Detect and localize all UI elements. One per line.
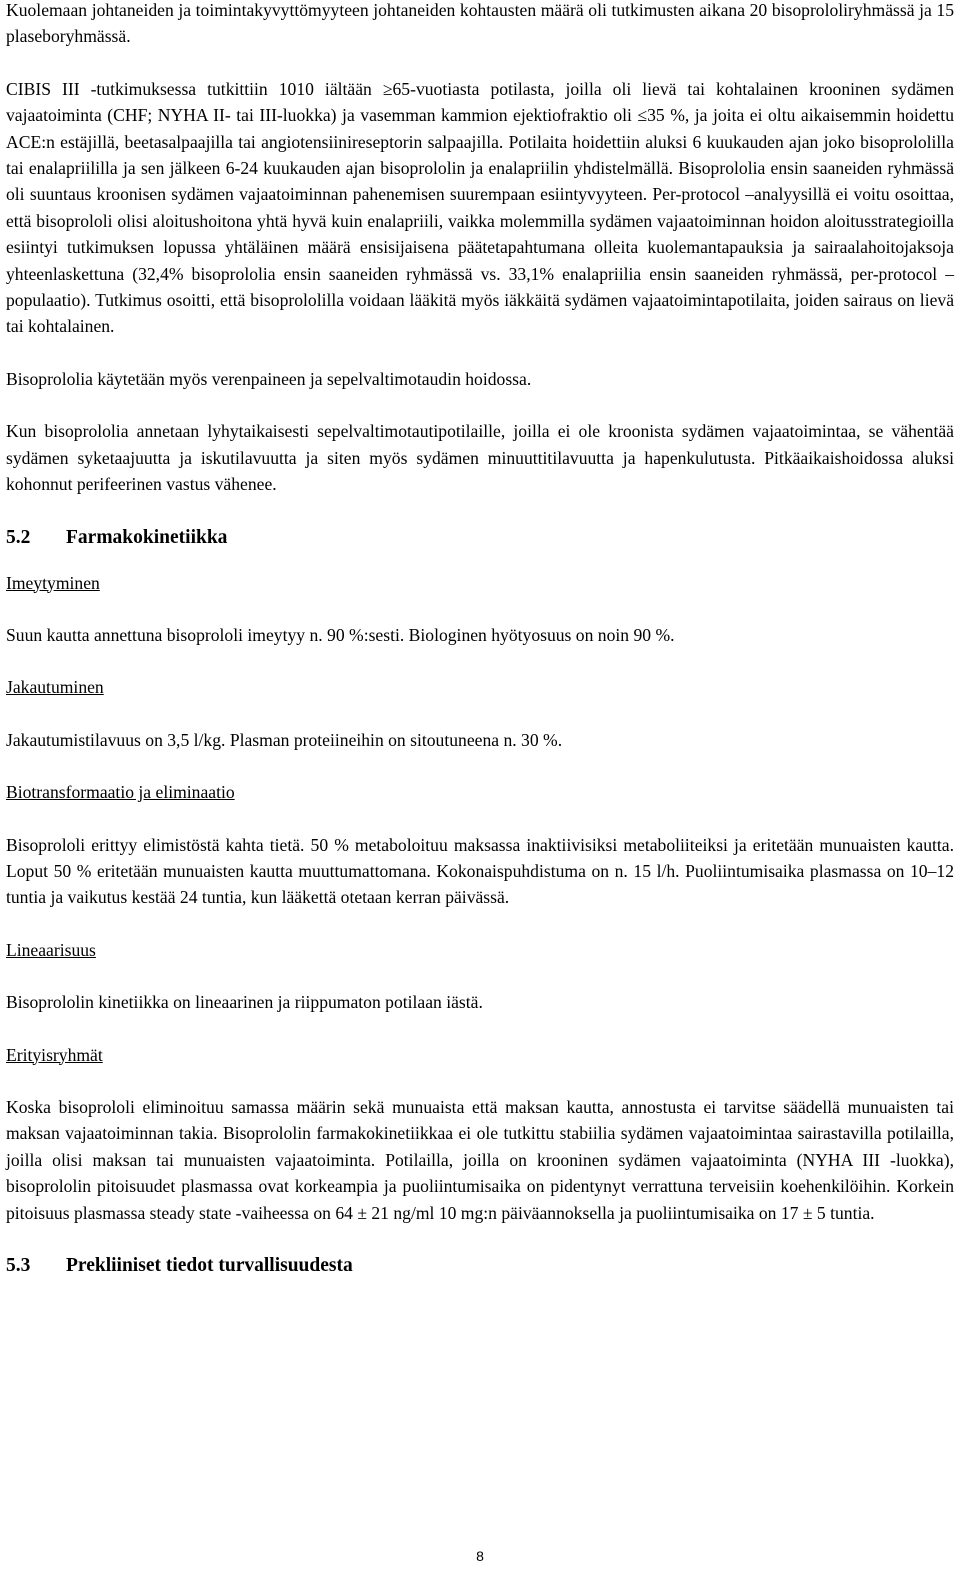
paragraph-events: Kuolemaan johtaneiden ja toimintakyvyttömyyteen johtaneiden kohtausten määrä oli tutkimusten aikana 20 bisoprololiryhmässä ja 15 plaseboryhmässä. bbox=[6, 0, 954, 47]
subheading-lineaarisuus: Lineaarisuus bbox=[6, 939, 96, 960]
section-title: Prekliiniset tiedot turvallisuudesta bbox=[66, 1255, 353, 1276]
paragraph-coronary: Kun bisoprololia annetaan lyhytaikaisesti sepelvaltimotautipotilaille, joilla ei ole kroonista sydämen vajaatoimintaa, se vähentää sydämen syketaajuutta ja iskutilavuutta ja siten myös sydämen minuuttitilavuutta ja hapenkulutusta. Pitkäaikaishoidossa aluksi kohonnut perifeerinen vastus vähenee. bbox=[6, 421, 954, 495]
paragraph-erityisryhmat: Koska bisoprololi eliminoituu samassa määrin sekä munuaista että maksan kautta, annostusta ei tarvitse säädellä munuaisten tai maksan vajaatoiminnan takia. Bisoprololin farmakokinetiikkaa ei ole tutkittu stabiilia sydämen vajaatoimintaa sairastavilla potilailla, joilla olisi maksan tai munuaisten vajaatoiminta. Potilailla, joilla on krooninen sydämen vajaatoiminta (NYHA III -luokka), bisoprololin pitoisuudet plasmassa ovat korkeampia ja puoliintumisaika on pidentynyt verrattuna terveisiin koehenkilöihin. Korkein pitoisuus plasmassa steady state -vaiheessa on 64 ± 21 ng/ml 10 mg:n päiväannoksella ja puoliintumisaika on 17 ± 5 tuntia. bbox=[6, 1096, 954, 1223]
section-heading-5-3 bbox=[6, 1252, 954, 1280]
section-number: 5.2 bbox=[6, 526, 31, 548]
paragraph-biotransformaatio: Bisoprololi erittyy elimistöstä kahta tietä. 50 % metaboloituu maksassa inaktiivisiksi metaboliiteiksi ja eritetään munuaisten kautta. Loput 50 % eritetään munuaisten kautta muuttumattomana. Kokonaispuhdistuma on n. 15 l/h. Puoliintumisaika plasmassa on 10–12 tuntia ja vaikutus kestää 24 tuntia, kun lääkettä otetaan kerran päivässä. bbox=[6, 834, 954, 908]
subheading-imeytyminen: Imeytyminen bbox=[6, 572, 100, 593]
subheading-erityisryhmat: Erityisryhmät bbox=[6, 1044, 103, 1065]
page-number: 8 bbox=[476, 1548, 484, 1564]
paragraph-lineaarisuus: Bisoprololin kinetiikka on lineaarinen ja riippumaton potilaan iästä. bbox=[6, 992, 483, 1013]
paragraph-hypertension: Bisoprololia käytetään myös verenpaineen ja sepelvaltimotaudin hoidossa. bbox=[6, 368, 532, 389]
subheading-biotransformaatio: Biotransformaatio ja eliminaatio bbox=[6, 782, 235, 803]
subheading-jakautuminen: Jakautuminen bbox=[6, 677, 104, 698]
section-title: Farmakokinetiikka bbox=[66, 526, 228, 548]
paragraph-jakautuminen: Jakautumistilavuus on 3,5 l/kg. Plasman proteiineihin on sitoutuneena n. 30 %. bbox=[6, 729, 563, 750]
paragraph-cibis-iii: CIBIS III -tutkimuksessa tutkittiin 1010 iältään ≥65-vuotiasta potilasta, joilla oli lievä tai kohtalainen krooninen sydämen vajaatoiminta (CHF; NYHA II- tai III-luokka) ja vasemman kammion ejektiofraktio oli ≤35 %, ja joita ei oltu aikaisemmin hoidettu ACE:n estäjillä, beetasalpaajilla tai angiotensiinireseptorin salpaajilla. Potilaita hoidettiin aluksi 6 kuukauden ajan joko bisoprololilla tai enalapriililla ja sen jälkeen 6-24 kuukauden ajan bisoprololin ja enalapriilin yhdistelmällä. Bisoprololia ensin saaneiden ryhmässä oli suuntaus kroonisen sydämen vajaatoiminnan pahenemisen suurempaan esiintyvyyteen. Per-protocol –analyysillä ei voitu osoittaa, että bisoprololi olisi aloitushoitona yhtä hyvä kuin enalapriili, vaikka molemmilla sydämen vajaatoiminnan hoidon aloitusstrategioilla esiintyi tutkimuksen lopussa yhtäläinen määrä ensisijaisena päätetapahtumana olleita kuolemantapauksia ja sairaalahoitojaksoja yhteenlaskettuna (32,4% bisoprololia ensin saaneiden ryhmässä vs. 33,1% enalapriilia ensin saaneiden ryhmässä, per-protocol –populaatio). Tutkimus osoitti, että bisoprololilla voidaan lääkitä myös iäkkäitä sydämen vajaatoimintapotilaita, joiden sairaus on lievä tai kohtalainen. bbox=[6, 78, 954, 337]
paragraph-imeytyminen: Suun kautta annettuna bisoprololi imeytyy n. 90 %:sesti. Biologinen hyötyosuus on noin 90 %. bbox=[6, 624, 675, 645]
section-number: 5.3 bbox=[6, 1255, 31, 1276]
section-heading-5-2 bbox=[6, 524, 954, 552]
